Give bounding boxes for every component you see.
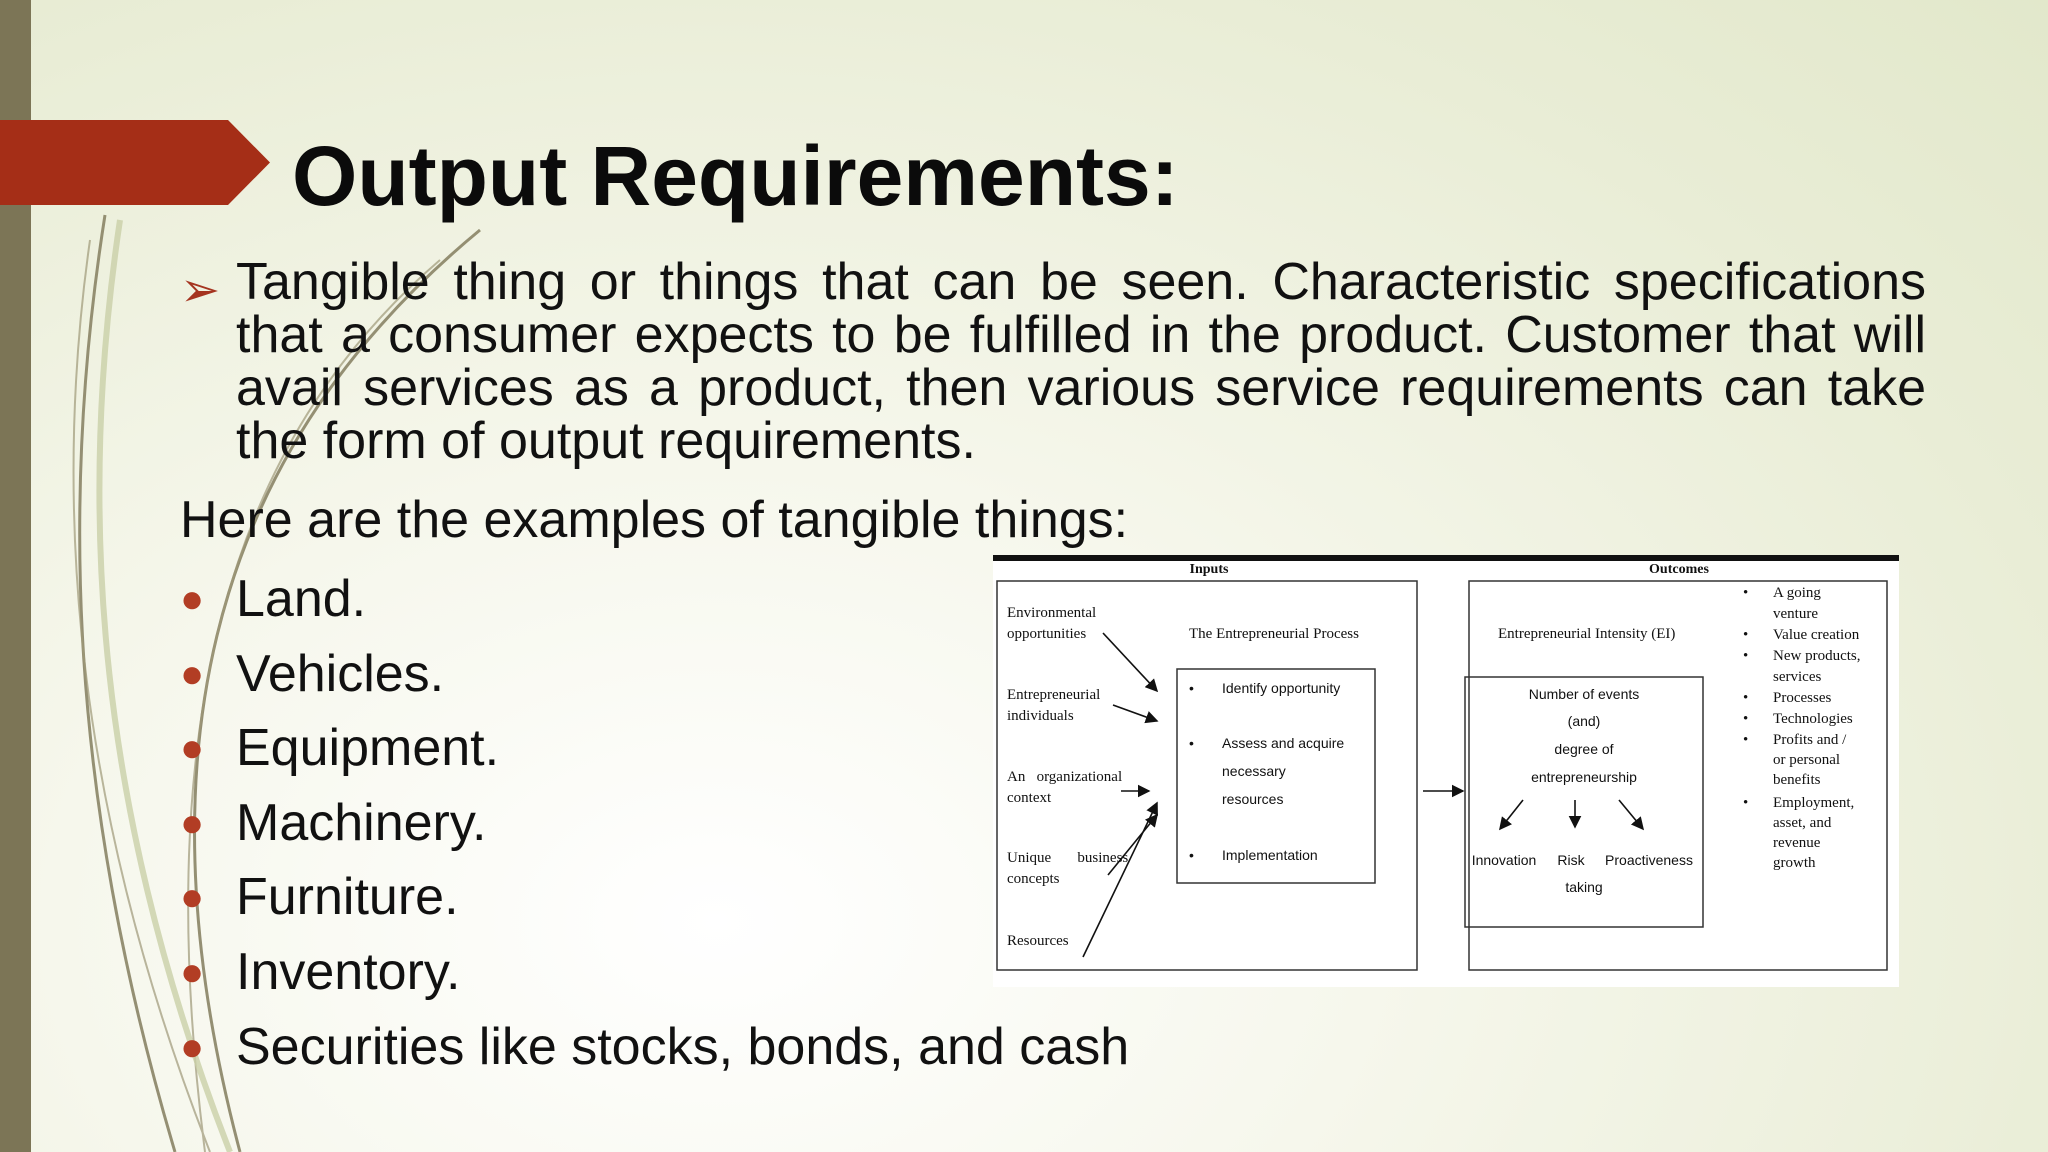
svg-text:services: services [1773,669,1822,685]
svg-text:Innovation: Innovation [1471,852,1537,868]
svg-text:•: • [1189,847,1194,863]
svg-text:Value creation: Value creation [1773,627,1860,643]
svg-text:growth: growth [1773,855,1816,871]
title-arrow-shape [0,120,270,205]
svg-text:entrepreneurship: entrepreneurship [1531,769,1637,785]
examples-intro: Here are the examples of tangible things: [180,491,1129,549]
inputs-header: Inputs [1189,562,1229,577]
intensity-title: Entrepreneurial Intensity (EI) [1498,626,1676,642]
list-item: ● Inventory. [180,935,1129,1010]
svg-text:•: • [1189,680,1194,696]
list-item: ● Equipment. [180,711,1129,786]
svg-text:concepts: concepts [1007,871,1060,887]
process-title: The Entrepreneurial Process [1189,626,1359,642]
svg-text:individuals: individuals [1007,708,1074,724]
svg-text:Employment,: Employment, [1773,795,1855,811]
description-paragraph: Tangible thing or things that can be seen. Characteristic specifications that a consumer expects to be fulfilled in the product. Customer that will avail services as a product, then various service requirements can take the form of output requirements. [236,253,1926,470]
svg-text:context: context [1007,790,1052,806]
svg-text:•: • [1743,585,1749,601]
entrepreneurial-process-diagram [993,555,1899,987]
outcomes-header: Outcomes [1649,562,1709,577]
svg-text:•: • [1743,690,1749,706]
svg-text:Identify opportunity: Identify opportunity [1222,680,1341,696]
svg-text:benefits: benefits [1773,772,1821,788]
slide-title: Output Requirements: [292,129,1179,223]
svg-text:•: • [1743,711,1749,727]
arrow-bullet-icon: ➢ [180,264,221,317]
svg-text:Technologies: Technologies [1773,711,1853,727]
svg-text:(and): (and) [1567,713,1601,729]
svg-text:•: • [1189,735,1194,751]
list-item: ● Vehicles. [180,637,1129,712]
svg-text:Environmental: Environmental [1007,605,1097,621]
round-bullet-icon: ● [180,577,205,621]
round-bullet-icon: ● [180,1024,205,1069]
svg-text:opportunities: opportunities [1007,626,1087,642]
svg-text:revenue: revenue [1773,835,1821,851]
svg-text:Entrepreneurial: Entrepreneurial [1007,687,1101,703]
svg-text:Implementation: Implementation [1222,847,1318,863]
svg-text:A going: A going [1773,585,1821,601]
svg-text:resources: resources [1222,791,1284,807]
svg-text:New products,: New products, [1773,648,1861,664]
svg-text:•: • [1743,648,1749,664]
svg-text:•: • [1743,732,1749,748]
svg-text:An organizational: An organizational [1007,769,1123,785]
svg-text:Unique business: Unique business [1007,850,1129,866]
list-item: ● Securities like stocks, bonds, and cash [180,1010,1129,1085]
svg-text:•: • [1743,627,1749,643]
tangible-things-list [180,562,1129,1084]
svg-text:taking: taking [1565,879,1603,895]
svg-text:Risk: Risk [1557,852,1585,868]
svg-text:Profits and /: Profits and / [1773,732,1847,748]
round-bullet-icon: ● [180,949,205,994]
round-bullet-icon: ● [180,726,205,771]
list-item: ● Land. [180,562,1129,637]
svg-text:asset, and: asset, and [1773,815,1832,831]
svg-text:Resources: Resources [1007,933,1069,949]
round-bullet-icon: ● [180,800,205,845]
svg-text:•: • [1743,795,1749,811]
list-item: ● Machinery. [180,786,1129,861]
list-item: ● Furniture. [180,860,1129,935]
round-bullet-icon: ● [180,651,205,696]
svg-text:Assess and acquire: Assess and acquire [1222,735,1345,751]
round-bullet-icon: ● [180,875,205,920]
svg-text:degree of: degree of [1554,741,1614,757]
svg-text:Number of events: Number of events [1528,686,1640,702]
svg-text:or personal: or personal [1773,752,1841,768]
svg-text:venture: venture [1773,606,1818,622]
svg-text:Processes: Processes [1773,690,1832,706]
svg-text:necessary: necessary [1222,763,1286,779]
svg-text:Proactiveness: Proactiveness [1605,852,1693,868]
